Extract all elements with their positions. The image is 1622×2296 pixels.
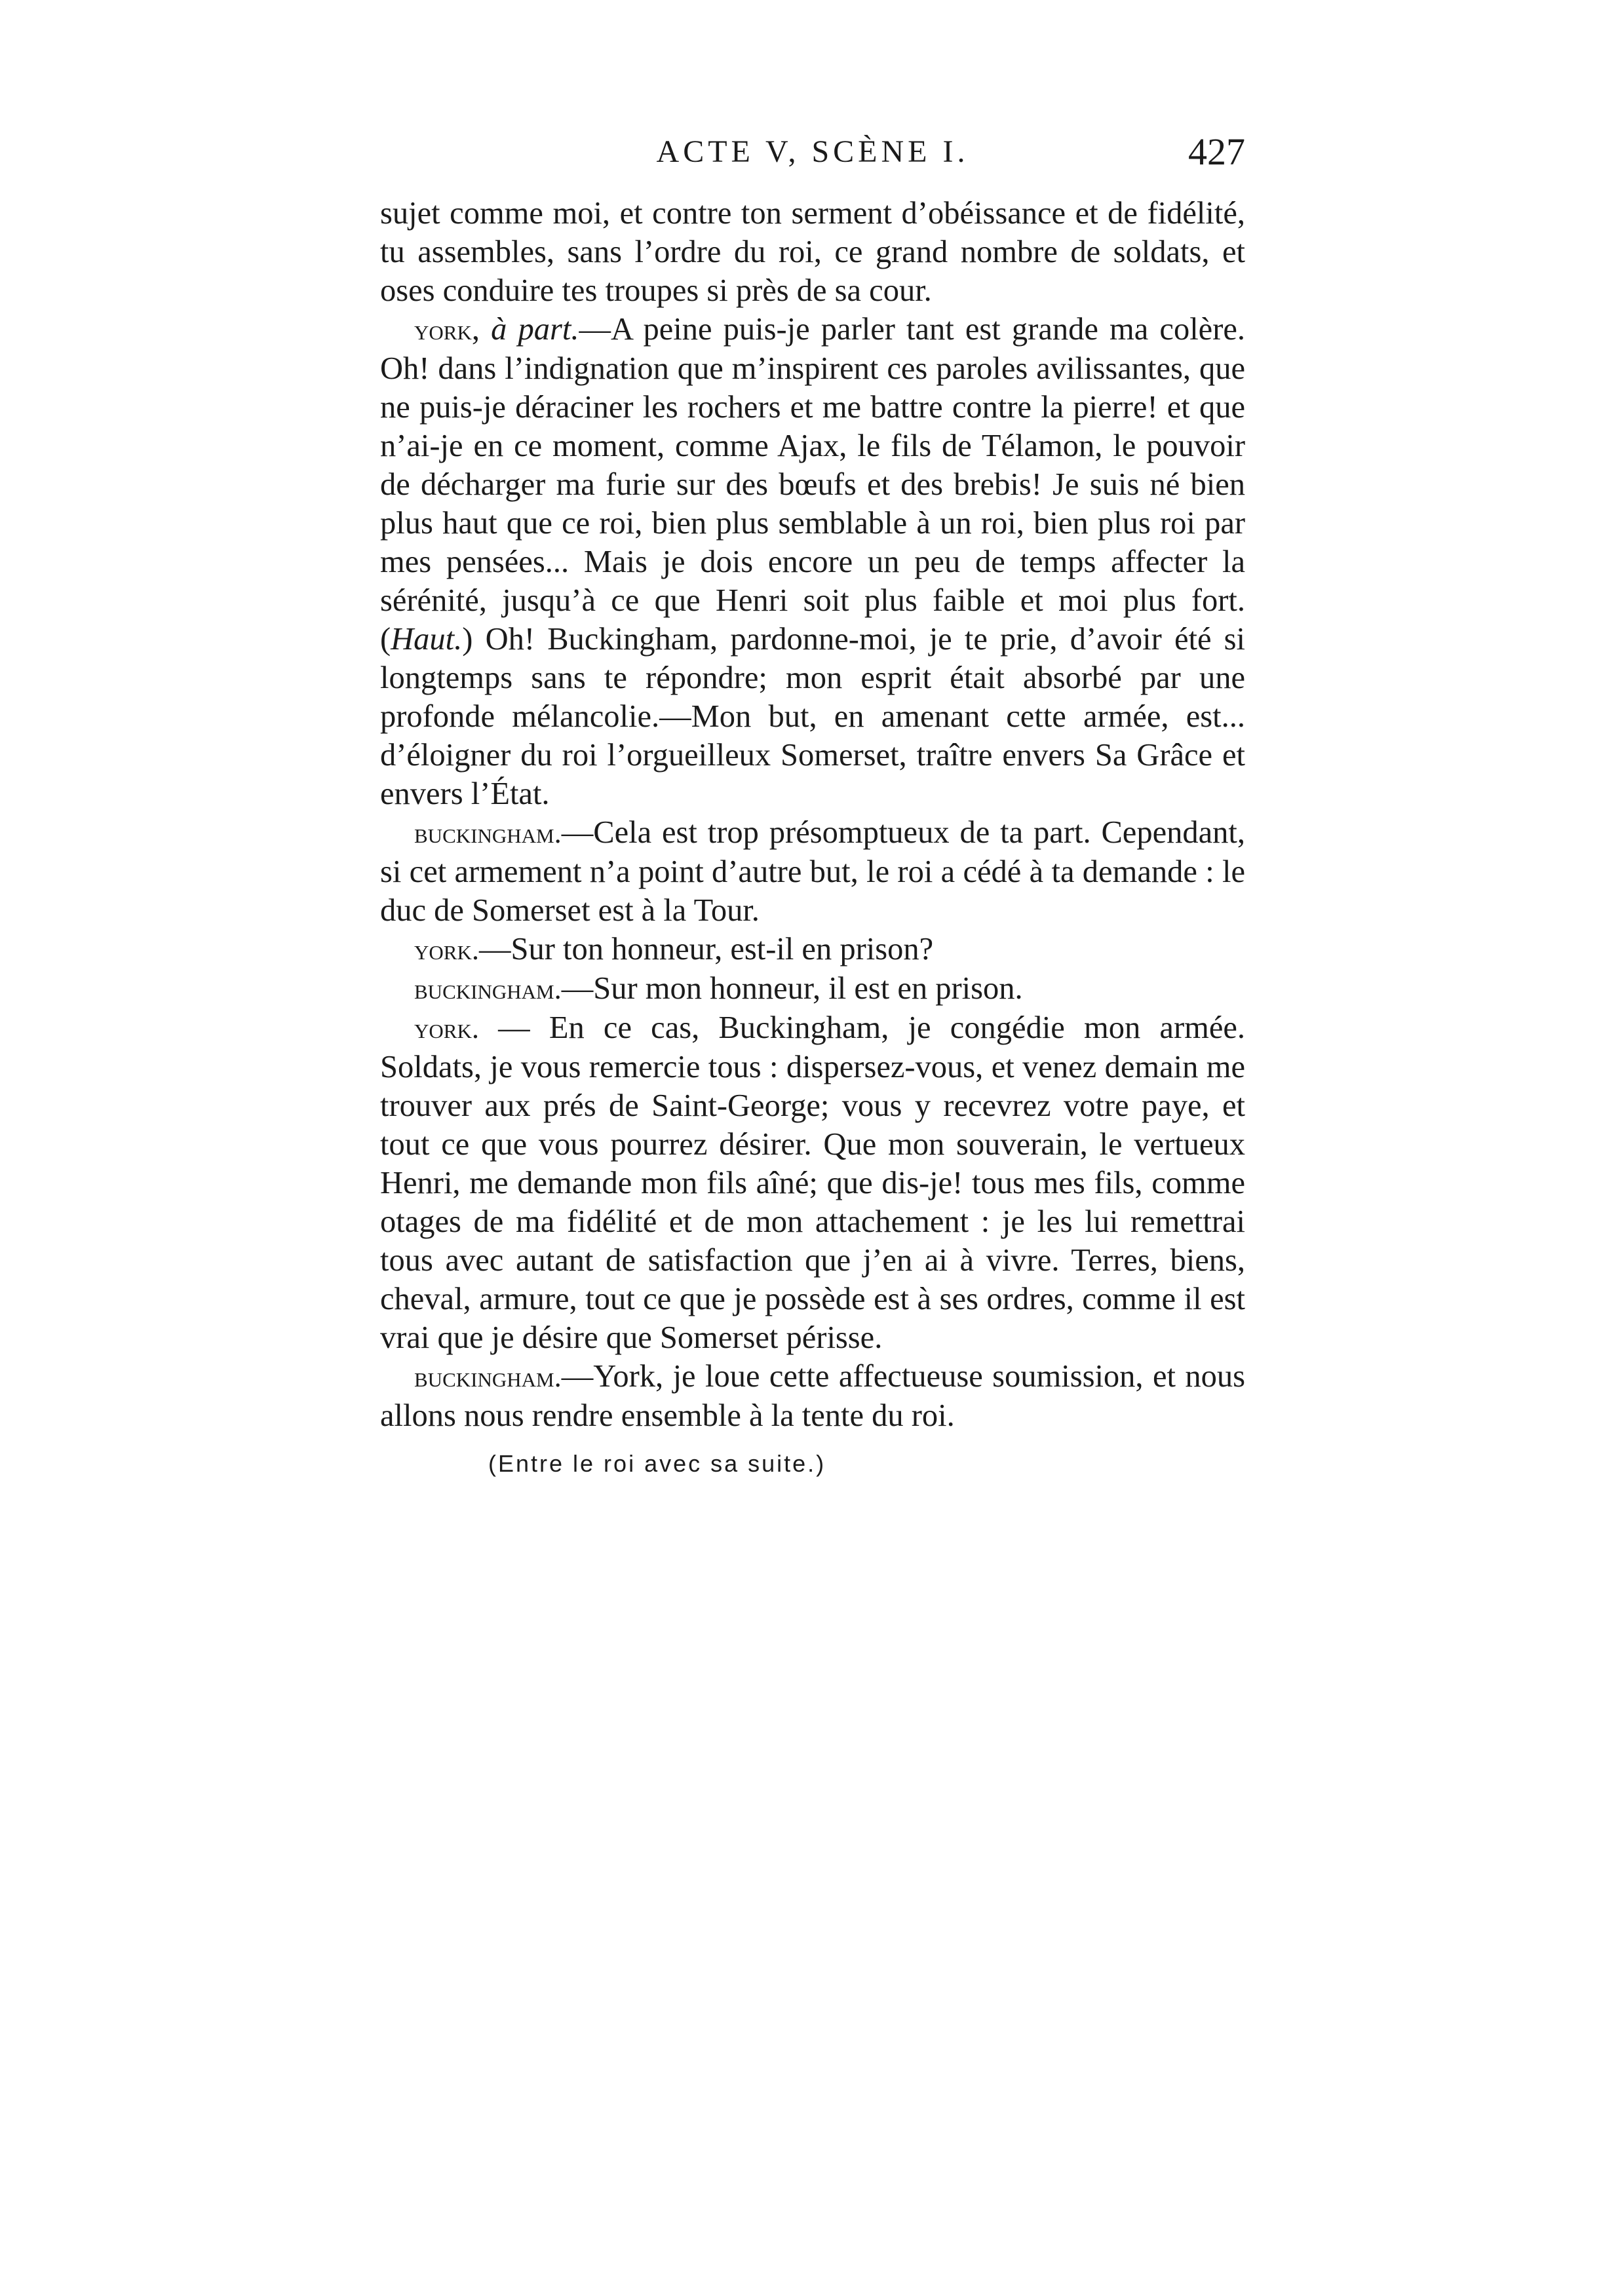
paragraph-buckingham: [380, 969, 1245, 1008]
page-header: [380, 130, 1245, 182]
page-number: 427: [1188, 130, 1245, 173]
paragraph-york: [380, 930, 1245, 969]
speaker-york: york: [414, 313, 472, 346]
stage-direction: (Entre le roi avec sa suite.): [488, 1450, 826, 1477]
speaker-york: york.: [414, 1012, 479, 1044]
paragraph-buckingham: [380, 1357, 1245, 1435]
speaker-buckingham: buckingham.: [414, 972, 562, 1005]
speech-text: — En ce cas, Buckingham, je congédie mon armée. Soldats, je vous remercie tous : dispersez-vous, et venez demain me trouver aux prés de Saint-George; vous y recevrez votre paye, et tout ce que vous pourrez désirer. Que mon souverain, le vertueux Henri, me demande mon fils aîné; que dis-je! tous mes fils, comme otages de ma fidélité et de mon attachement : je les lui remettrai tous avec autant de satisfaction que j’en ai à vivre. Terres, biens, cheval, armure, tout ce que je possède est à ses ordres, comme il est vrai que je désire que Somerset périsse.: [380, 1010, 1245, 1355]
speech-text: —A peine puis-je parler tant est grande ma colère. Oh! dans l’indignation que m’inspirent ces paroles avilissantes, que ne puis-je déraciner les rochers et me battre contre la pierre! et que n’ai-je en ce moment, comme Ajax, le fils de Télamon, le pouvoir de décharger ma furie sur des bœufs et des brebis! Je suis né bien plus haut que ce roi, bien plus semblable à un roi, bien plus roi par mes pensées... Mais je dois encore un peu de temps affecter la sérénité, jusqu’à ce que Henri soit plus faible et moi plus fort. (: [380, 312, 1245, 657]
running-title: ACTE V, SCÈNE I.: [656, 134, 969, 169]
paragraph-buckingham: [380, 813, 1245, 930]
speaker-buckingham: buckingham.: [414, 816, 562, 849]
stage-direction-inline: Haut.: [391, 622, 463, 657]
speaker-buckingham: buckingham.: [414, 1360, 562, 1393]
paragraph-continuation: sujet comme moi, et contre ton serment d’obéissance et de fidélité, tu assembles, sans l’ordre du roi, ce grand nombre de soldats, et oses conduire tes troupes si près de sa cour.: [380, 196, 1245, 308]
speaker-york: york.: [414, 933, 479, 966]
speech-text: —Sur mon honneur, il est en prison.: [561, 971, 1023, 1006]
speech-text: ) Oh! Buckingham, pardonne-moi, je te prie, d’avoir été si longtemps sans te répondre; mon esprit était absorbé par une profonde mélancolie.—Mon but, en amenant cette armée, est... d’éloigner du roi l’orgueilleux Somerset, traître envers Sa Grâce et envers l’État.: [380, 622, 1245, 811]
body-text: [380, 194, 1245, 1480]
paragraph-york: [380, 1008, 1245, 1357]
speech-text: —Cela est trop présomptueux de ta part. Cependant, si cet armement n’a point d’autre but, le roi a cédé à ta demande : le duc de Somerset est à la Tour.: [380, 815, 1245, 928]
speech-text: —York, je loue cette affectueuse soumission, et nous allons nous rendre ensemble à la tente du roi.: [380, 1359, 1245, 1433]
paragraph-york-aside: york, à part.—A peine puis-je parler tant est grande ma colère. Oh! dans l’indignation que m’inspirent ces paroles avilissantes, que ne puis-je déraciner les rochers et me battre contre la pierre! et que n’ai-je en ce moment, comme Ajax, le fils de Télamon, le pouvoir de décharger ma furie sur des bœufs et des brebis! Je suis né bien plus haut que ce roi, bien plus semblable à un roi, bien plus roi par mes pensées... Mais je dois encore un peu de temps affecter la sérénité, jusqu’à ce que Henri soit plus faible et moi plus fort. (Haut.) Oh! Buckingham, pardonne-moi, je te prie, d’avoir été si longtemps sans te répondre; mon esprit était absorbé par une profonde mélancolie.—Mon but, en amenant cette armée, est... d’éloigner du roi l’orgueilleux Somerset, traître envers Sa Grâce et envers l’État.: [380, 312, 1245, 811]
stage-aside: à part.: [491, 312, 579, 347]
speech-text: —Sur ton honneur, est-il en prison?: [479, 932, 934, 966]
